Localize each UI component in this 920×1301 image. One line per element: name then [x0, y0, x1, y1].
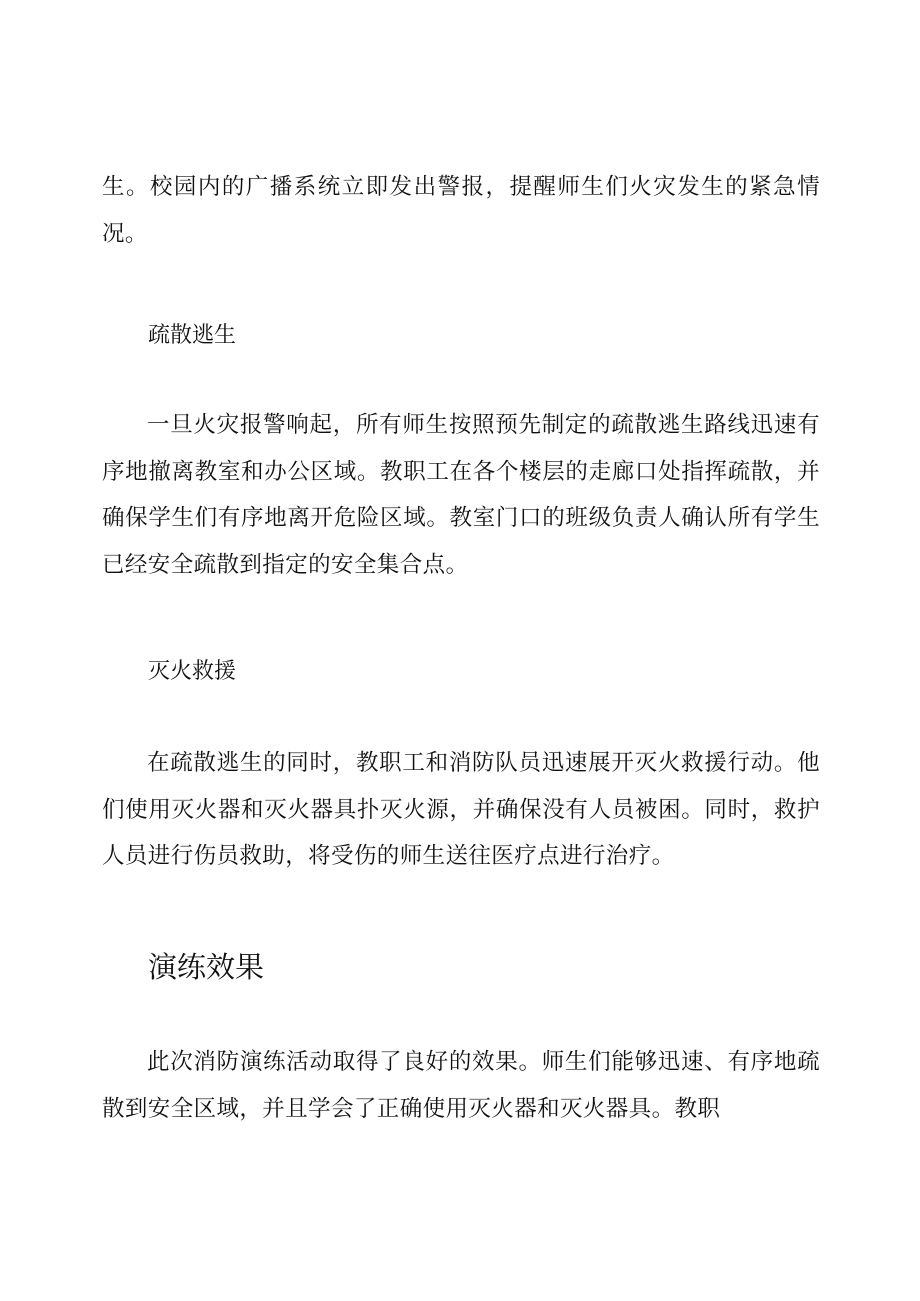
section-heading-firefighting: 灭火救援 — [148, 659, 237, 684]
firefighting-paragraph: 在疏散逃生的同时，教职工和消防队员迅速展开灭火救援行动。他们使用灭火器和灭火器具扑灭火源，并确保没有人员被困。同时，救护人员进行伤员救助，将受伤的师生送往医疗点进行治疗。 — [102, 750, 820, 869]
main-heading-drill-effect: 演练效果 — [148, 950, 265, 984]
intro-continuation-paragraph: 生。校园内的广播系统立即发出警报，提醒师生们火灾发生的紧急情况。 — [102, 174, 820, 247]
section-heading-evacuation: 疏散逃生 — [148, 323, 237, 348]
evacuation-paragraph: 一旦火灾报警响起，所有师生按照预先制定的疏散逃生路线迅速有序地撤离教室和办公区域。教职工在各个楼层的走廊口处指挥疏散，并确保学生们有序地离开危险区域。教室门口的班级负责人确认所有学生已经安全疏散到指定的安全集合点。 — [102, 412, 820, 578]
drill-effect-paragraph: 此次消防演练活动取得了良好的效果。师生们能够迅速、有序地疏散到安全区域，并且学会了正确使用灭火器和灭火器具。教职 — [102, 1049, 820, 1122]
